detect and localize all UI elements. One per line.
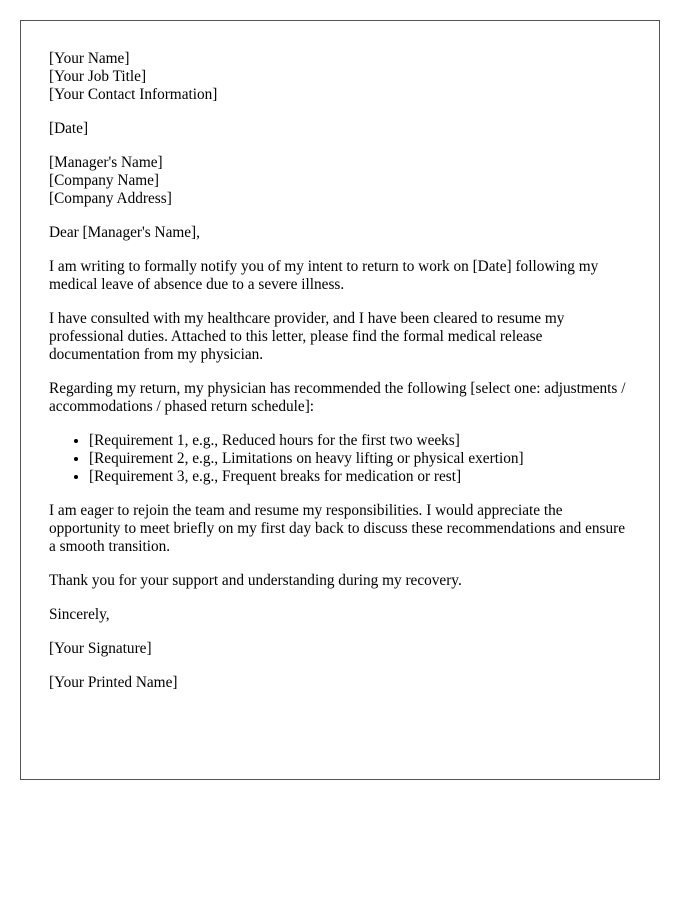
sender-contact: [Your Contact Information] xyxy=(49,86,218,103)
closing: Sincerely, xyxy=(49,606,110,623)
recipient-address: [Company Address] xyxy=(49,190,172,207)
paragraph-intro: I am writing to formally notify you of my intent to return to work on [Date] following my medical leave of absence due to a severe illness. xyxy=(49,258,599,293)
sender-job-title: [Your Job Title] xyxy=(49,68,147,85)
recipient-name: [Manager's Name] xyxy=(49,154,163,171)
salutation: Dear [Manager's Name], xyxy=(49,224,200,241)
requirement-item-1: • [Requirement 1, e.g., Reduced hours for the first two weeks] xyxy=(89,432,631,450)
paragraph-recommendations: Regarding my return, my physician has recommended the following [select one: adjustments / accommodations / phased return schedule]: xyxy=(49,380,626,415)
recipient-block xyxy=(49,154,631,208)
letter-page xyxy=(20,20,660,780)
paragraph-thanks: Thank you for your support and understanding during my recovery. xyxy=(49,572,462,589)
recipient-company: [Company Name] xyxy=(49,172,160,189)
requirement-item-2: • [Requirement 2, e.g., Limitations on heavy lifting or physical exertion] xyxy=(89,450,631,468)
paragraph-clearance: I have consulted with my healthcare provider, and I have been cleared to resume my professional duties. Attached to this letter, please find the formal medical release documentation from my physician. xyxy=(49,310,565,363)
sender-block xyxy=(49,50,631,104)
date-block xyxy=(49,120,631,138)
requirements-list xyxy=(49,432,631,486)
requirement-item-3: • [Requirement 3, e.g., Frequent breaks for medication or rest] xyxy=(89,468,631,486)
signature-placeholder: [Your Signature] xyxy=(49,640,152,657)
paragraph-eager: I am eager to rejoin the team and resume my responsibilities. I would appreciate the opportunity to meet briefly on my first day back to discuss these recommendations and ensure a smooth transition. xyxy=(49,502,626,555)
printed-name: [Your Printed Name] xyxy=(49,674,178,691)
letter-date: [Date] xyxy=(49,120,89,137)
sender-name: [Your Name] xyxy=(49,50,130,67)
